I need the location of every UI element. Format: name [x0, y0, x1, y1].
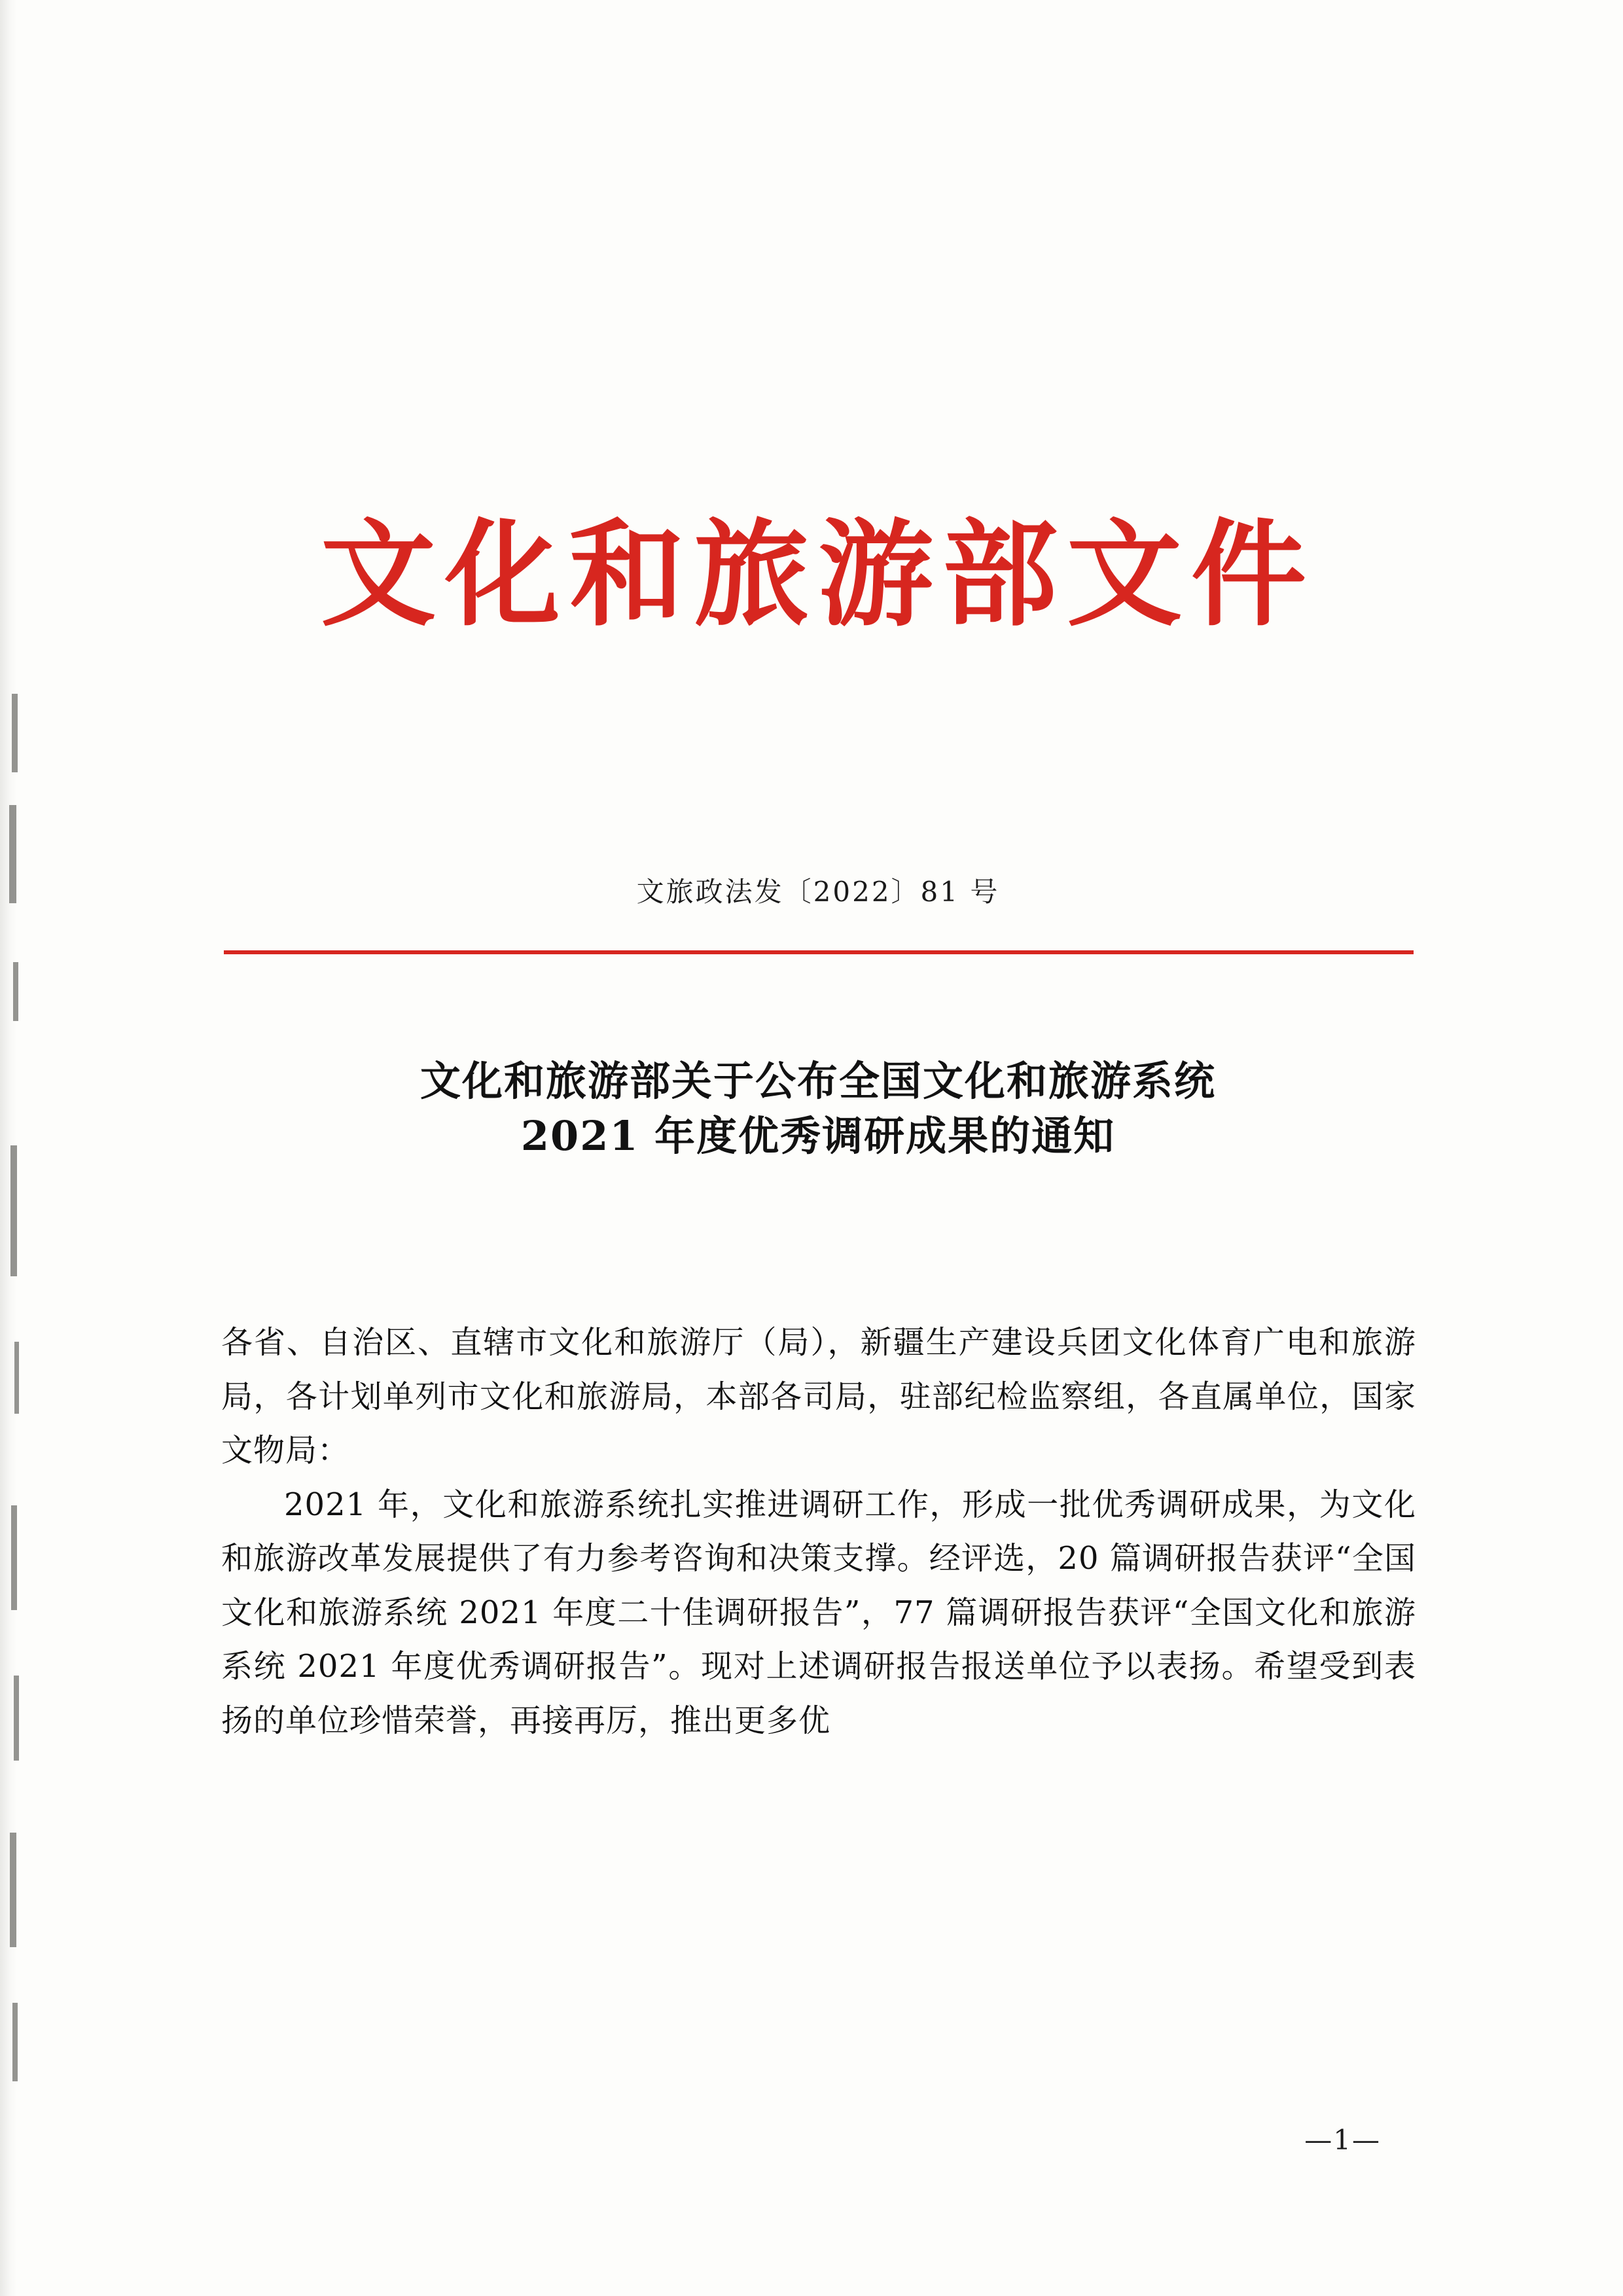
page-number: —1—	[1304, 2124, 1381, 2156]
body-paragraph-1: 2021 年，文化和旅游系统扎实推进调研工作，形成一批优秀调研成果，为文化和旅游改革发展提供了有力参考咨询和决策支撑。经评选，20 篇调研报告获评“全国文化和旅游系统 2021 年度二十佳调研报告”，77 篇调研报告获评“全国文化和旅游系统 2021 年度优秀调研报告”。现对上述调研报告报送单位予以表扬。希望受到表扬的单位珍惜荣誉，再接再厉，推出更多优	[221, 1486, 1416, 1739]
scan-artifact-mark	[14, 1676, 19, 1761]
scan-artifact-mark	[13, 962, 18, 1021]
scan-artifact-mark	[10, 1145, 17, 1276]
scan-artifact-mark	[11, 1505, 17, 1610]
document-masthead: 文化和旅游部文件	[320, 507, 1315, 642]
page-title-line-2: 2021 年度优秀调研成果的通知	[520, 1111, 1116, 1160]
scan-artifact-mark	[12, 2003, 18, 2081]
page-title-line-1: 文化和旅游部关于公布全国文化和旅游系统	[419, 1057, 1216, 1105]
red-horizontal-rule	[224, 950, 1414, 954]
scan-artifact-mark	[9, 805, 16, 903]
scan-artifact-mark	[10, 1833, 16, 1947]
page-title	[216, 1054, 1420, 1163]
scan-artifact-mark	[12, 694, 18, 772]
recipients-paragraph: 各省、自治区、直辖市文化和旅游厅（局），新疆生产建设兵团文化体育广电和旅游局，各计划单列市文化和旅游局，本部各司局，驻部纪检监察组，各直属单位，国家文物局：	[221, 1324, 1416, 1469]
document-content	[216, 0, 1420, 2296]
document-number: 文旅政法发〔2022〕81 号	[636, 876, 1000, 908]
scan-artifact-mark	[14, 1342, 19, 1414]
document-body	[221, 1316, 1416, 1748]
